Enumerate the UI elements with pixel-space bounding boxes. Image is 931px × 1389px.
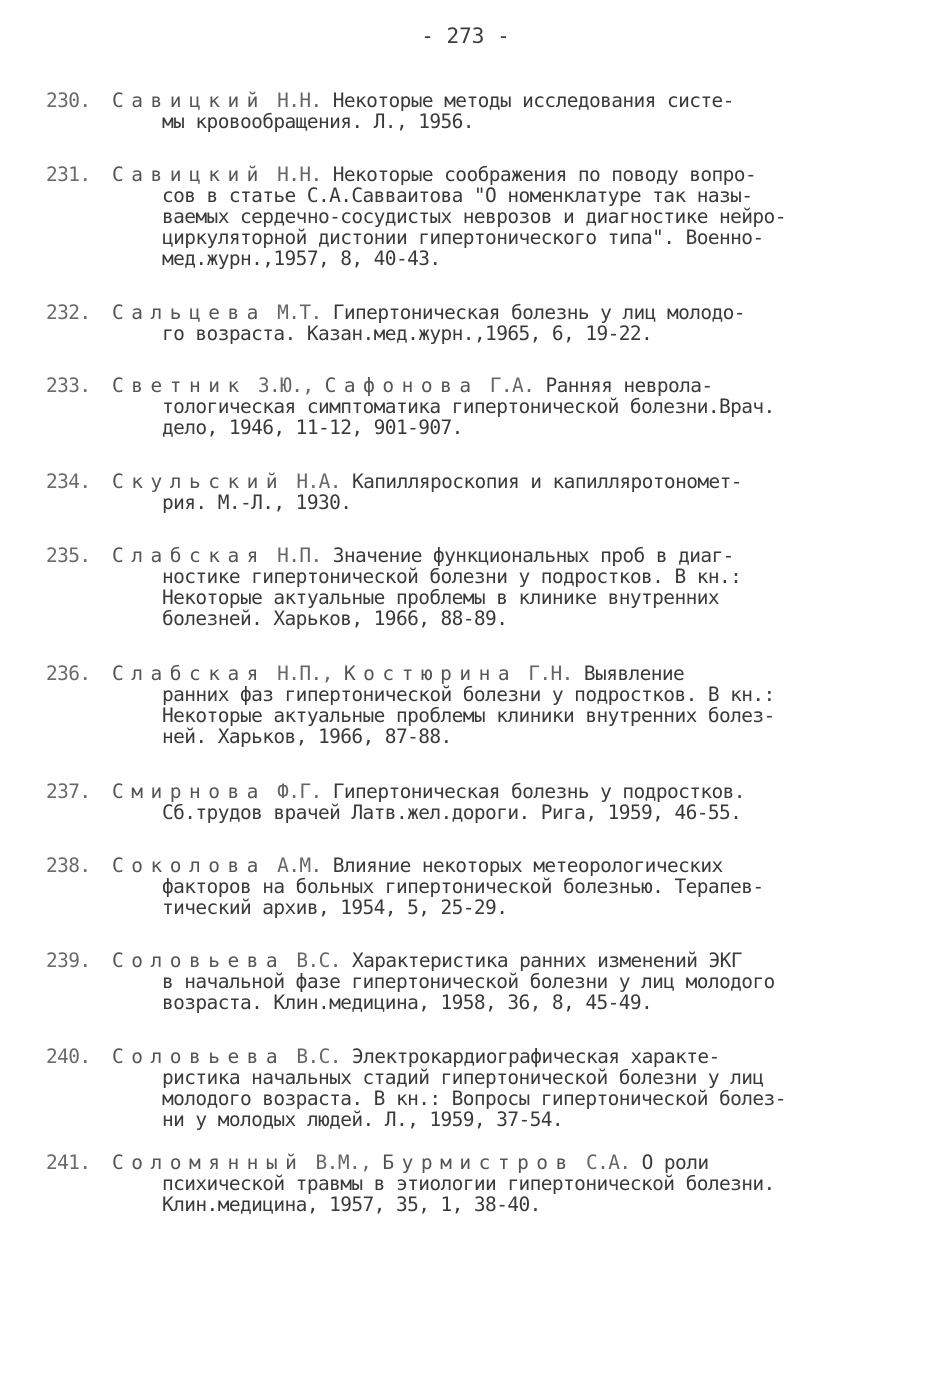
entry-text: [112, 545, 741, 629]
entry-line-text: Некоторые методы исследования систе-: [332, 89, 734, 112]
entry-text: [112, 164, 786, 269]
author-initials: Н.Н.: [277, 89, 322, 112]
entry-line-text: Капилляроскопия и капилляротономет-: [352, 470, 742, 493]
entry-text: [112, 471, 742, 513]
entry-continuation-line: [112, 1088, 786, 1109]
entry-text: [112, 302, 745, 344]
entry-number: 236.: [46, 662, 91, 685]
entry-continuation-line: [112, 417, 775, 438]
author-initials: Н.П.: [277, 544, 322, 567]
entry-line-text: в начальной фазе гипертонической болезни у лиц молодого: [162, 970, 775, 993]
entry-line-text: Некоторые актуальные проблемы в клинике внутренних: [162, 586, 719, 609]
entry-line-text: О роли: [641, 1151, 709, 1174]
author-name: Савицкий: [112, 89, 266, 112]
entry-first-line: [112, 663, 775, 684]
entry-line-text: Сб.трудов врачей Латв.жел.дороги. Рига, 1959, 46-55.: [162, 801, 742, 824]
entry-line-text: Электрокардиографическая характе-: [352, 1045, 720, 1068]
author-name: Соломянный: [112, 1151, 305, 1174]
entry-number: 240.: [46, 1045, 91, 1068]
entry-continuation-line: [112, 1173, 775, 1194]
entry-line-text: Влияние некоторых метеорологических: [332, 854, 723, 877]
entry-text: [112, 90, 734, 132]
entry-number: 239.: [46, 949, 91, 972]
entry-continuation-line: [112, 897, 764, 918]
entry-continuation-line: [112, 396, 775, 417]
entry-line-text: Клин.медицина, 1957, 35, 1, 38-40.: [162, 1193, 541, 1216]
entry-continuation-line: [112, 971, 775, 992]
entry-number: 237.: [46, 780, 91, 803]
entry-continuation-line: [112, 705, 775, 726]
entry-line-text: сов в статье С.А.Савваитова "О номенклатуре так назы-: [162, 184, 753, 207]
entry-text: [112, 855, 764, 918]
entry-line-text: молодого возраста. В кн.: Вопросы гипертонической болез-: [162, 1087, 786, 1110]
author-initials: Н.А.: [296, 470, 341, 493]
author-name: Соловьева: [112, 1045, 286, 1068]
entry-line-text: Некоторые соображения по поводу вопро-: [332, 163, 757, 186]
entry-line-text: мы кровообращения. Л., 1956.: [162, 110, 474, 133]
author-initials: М.Т.: [277, 301, 322, 324]
entry-first-line: [112, 302, 745, 323]
author-name: Скульский: [112, 470, 286, 493]
author-name: Сальцева: [112, 301, 266, 324]
entry-line-text: ни у молодых людей. Л., 1959, 37-54.: [162, 1108, 564, 1131]
author-name: Слабская: [112, 544, 266, 567]
entry-first-line: [112, 781, 745, 802]
entry-line-text: ранних фаз гипертонической болезни у подростков. В кн.:: [162, 683, 775, 706]
entry-line-text: болезней. Харьков, 1966, 88-89.: [162, 607, 508, 630]
entry-number: 233.: [46, 374, 91, 397]
author-initials: З.Ю.,: [257, 374, 314, 397]
entry-continuation-line: [112, 185, 786, 206]
entry-text: [112, 950, 775, 1013]
entry-first-line: [112, 545, 741, 566]
entry-continuation-line: [112, 566, 741, 587]
author-initials: В.М.,: [315, 1151, 372, 1174]
coauthor-name: Бурмистров: [382, 1151, 575, 1174]
entry-line-text: тологическая симптоматика гипертонической болезни.Врач.: [162, 395, 775, 418]
entry-continuation-line: [112, 1109, 786, 1130]
entry-first-line: [112, 1152, 775, 1173]
entry-continuation-line: [112, 876, 764, 897]
author-name: Смирнова: [112, 780, 266, 803]
entry-line-text: ваемых сердечно-сосудистых неврозов и диагностике нейро-: [162, 205, 786, 228]
entry-line-text: дело, 1946, 11-12, 901-907.: [162, 416, 463, 439]
author-initials: А.М.: [277, 854, 322, 877]
entry-line-text: ней. Харьков, 1966, 87-88.: [162, 725, 452, 748]
entry-text: [112, 375, 775, 438]
page-number: - 273 -: [421, 24, 510, 48]
entry-text: [112, 663, 775, 747]
entry-line-text: ристика начальных стадий гипертонической болезни у лиц: [162, 1066, 764, 1089]
author-initials: В.С.: [296, 1045, 341, 1068]
entry-first-line: [112, 1046, 786, 1067]
coauthor-initials: Г.А.: [489, 374, 535, 397]
entry-line-text: мед.журн.,1957, 8, 40-43.: [162, 247, 441, 270]
entry-continuation-line: [112, 1194, 775, 1215]
author-initials: Ф.Г.: [277, 780, 322, 803]
entry-line-text: циркуляторной дистонии гипертонического типа". Военно-: [162, 226, 764, 249]
entry-line-text: возраста. Клин.медицина, 1958, 36, 8, 45-49.: [162, 991, 653, 1014]
author-name: Соловьева: [112, 949, 286, 972]
entry-continuation-line: [112, 492, 742, 513]
entry-line-text: ностике гипертонической болезни у подростков. В кн.:: [162, 565, 742, 588]
entry-line-text: Гипертоническая болезнь у подростков.: [332, 780, 745, 803]
entry-line-text: Характеристика ранних изменений ЭКГ: [352, 949, 742, 972]
entry-number: 238.: [46, 854, 91, 877]
author-name: Савицкий: [112, 163, 266, 186]
coauthor-name: Костюрина: [343, 662, 518, 685]
entry-first-line: [112, 375, 775, 396]
entry-first-line: [112, 855, 764, 876]
entry-continuation-line: [112, 587, 741, 608]
entry-line-text: Значение функциональных проб в диаг-: [332, 544, 734, 567]
entry-first-line: [112, 90, 734, 111]
entry-continuation-line: [112, 802, 745, 823]
entry-continuation-line: [112, 608, 741, 629]
coauthor-name: Сафонова: [324, 374, 479, 397]
entry-continuation-line: [112, 684, 775, 705]
entry-continuation-line: [112, 248, 786, 269]
entry-continuation-line: [112, 206, 786, 227]
entry-line-text: тический архив, 1954, 5, 25-29.: [162, 896, 508, 919]
coauthor-initials: Г.Н.: [528, 662, 573, 685]
entry-first-line: [112, 471, 742, 492]
author-name: Слабская: [112, 662, 266, 685]
entry-line-text: факторов на больных гипертонической болезнью. Терапев-: [162, 875, 764, 898]
entry-first-line: [112, 164, 786, 185]
entry-continuation-line: [112, 992, 775, 1013]
entry-number: 231.: [46, 163, 91, 186]
entry-line-text: го возраста. Казан.мед.журн.,1965, 6, 19-22.: [162, 322, 653, 345]
entry-text: [112, 781, 745, 823]
entry-text: [112, 1152, 775, 1215]
entry-number: 241.: [46, 1151, 91, 1174]
entry-line-text: Гипертоническая болезнь у лиц молодо-: [332, 301, 745, 324]
entry-line-text: Ранняя неврола-: [545, 374, 713, 397]
entry-continuation-line: [112, 1067, 786, 1088]
entry-continuation-line: [112, 726, 775, 747]
entry-line-text: рия. М.-Л., 1930.: [162, 491, 352, 514]
entry-continuation-line: [112, 227, 786, 248]
entry-continuation-line: [112, 111, 734, 132]
entry-number: 232.: [46, 301, 91, 324]
author-initials: Н.П.,: [277, 662, 333, 685]
entry-line-text: Некоторые актуальные проблемы клиники внутренних болез-: [162, 704, 775, 727]
entry-number: 230.: [46, 89, 91, 112]
coauthor-initials: С.А.: [585, 1151, 631, 1174]
author-initials: Н.Н.: [277, 163, 322, 186]
entry-line-text: психической травмы в этиологии гипертонической болезни.: [162, 1172, 775, 1195]
entry-text: [112, 1046, 786, 1130]
author-initials: В.С.: [296, 949, 341, 972]
entry-line-text: Выявление: [583, 662, 685, 685]
entry-number: 235.: [46, 544, 91, 567]
entry-continuation-line: [112, 323, 745, 344]
author-name: Соколова: [112, 854, 266, 877]
author-name: Светник: [112, 374, 247, 397]
entry-first-line: [112, 950, 775, 971]
entry-number: 234.: [46, 470, 91, 493]
